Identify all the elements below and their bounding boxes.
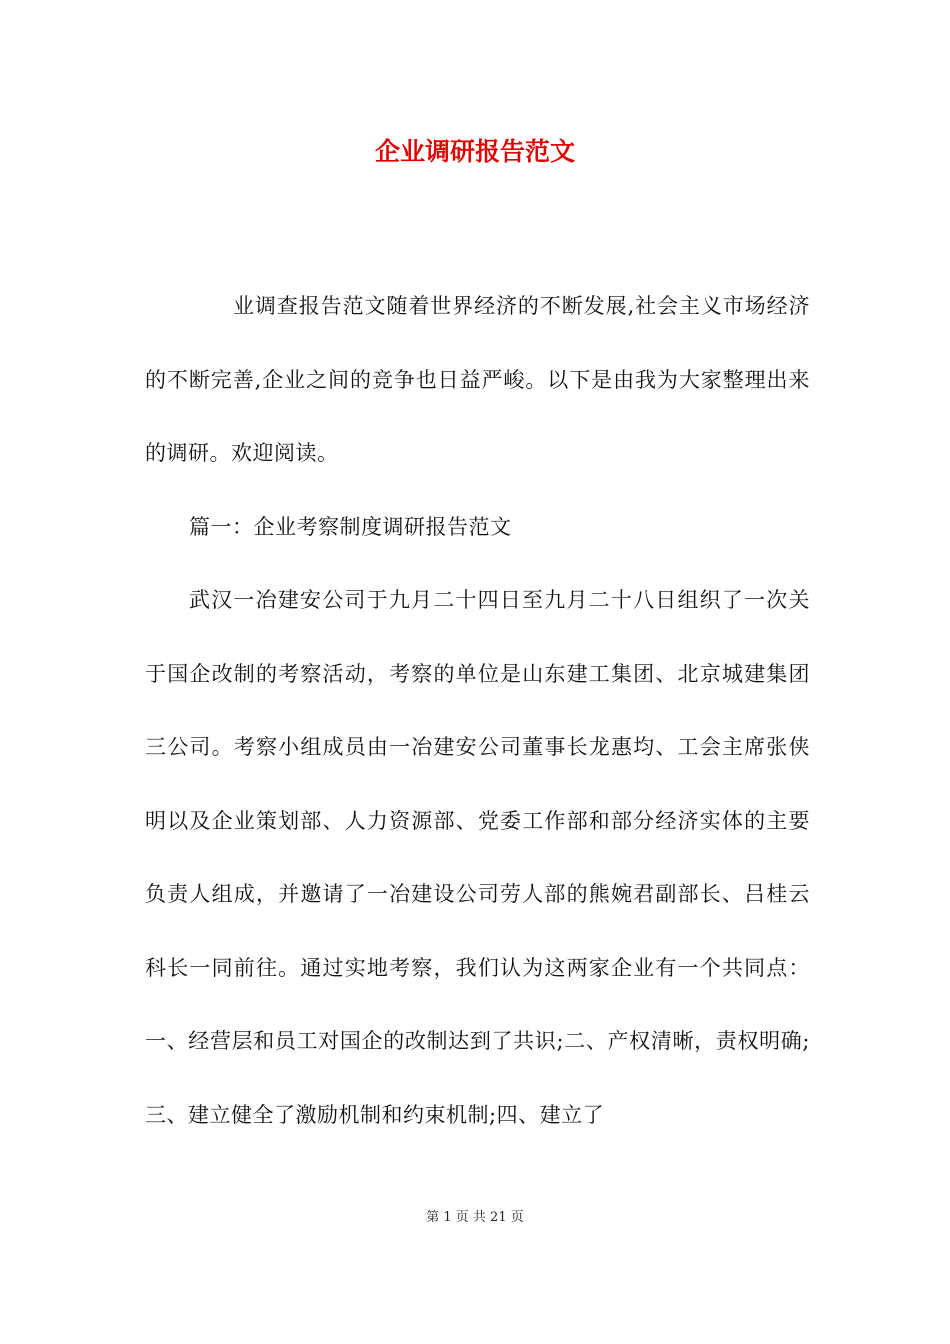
body-paragraph: 武汉一冶建安公司于九月二十四日至九月二十八日组织了一次关于国企改制的考察活动，考察的单位是山东建工集团、北京城建集团三公司。考察小组成员由一冶建安公司董事长龙惠均、工会主席张侠明以及企业策划部、人力资源部、党委工作部和部分经济实体的主要负责人组成，并邀请了一冶建设公司劳人部的熊婉君副部长、吕桂云科长一同前往。通过实地考察，我们认为这两家企业有一个共同点：一、经营层和员工对国企的改制达到了共识;二、产权清晰，责权明确;三、建立健全了激励机制和约束机制;四、建立了 [145, 588, 810, 1127]
page-footer: 第 1 页 共 21 页 [426, 1210, 524, 1225]
document-body [145, 270, 810, 1152]
intro-paragraph: 业调查报告范文随着世界经济的不断发展,社会主义市场经济的不断完善,企业之间的竞争也日益严峻。以下是由我为大家整理出来的调研。欢迎阅读。 [145, 294, 810, 465]
document-title: 企业调研报告范文 [374, 137, 575, 166]
section-heading: 篇一：企业考察制度调研报告范文 [189, 514, 512, 539]
